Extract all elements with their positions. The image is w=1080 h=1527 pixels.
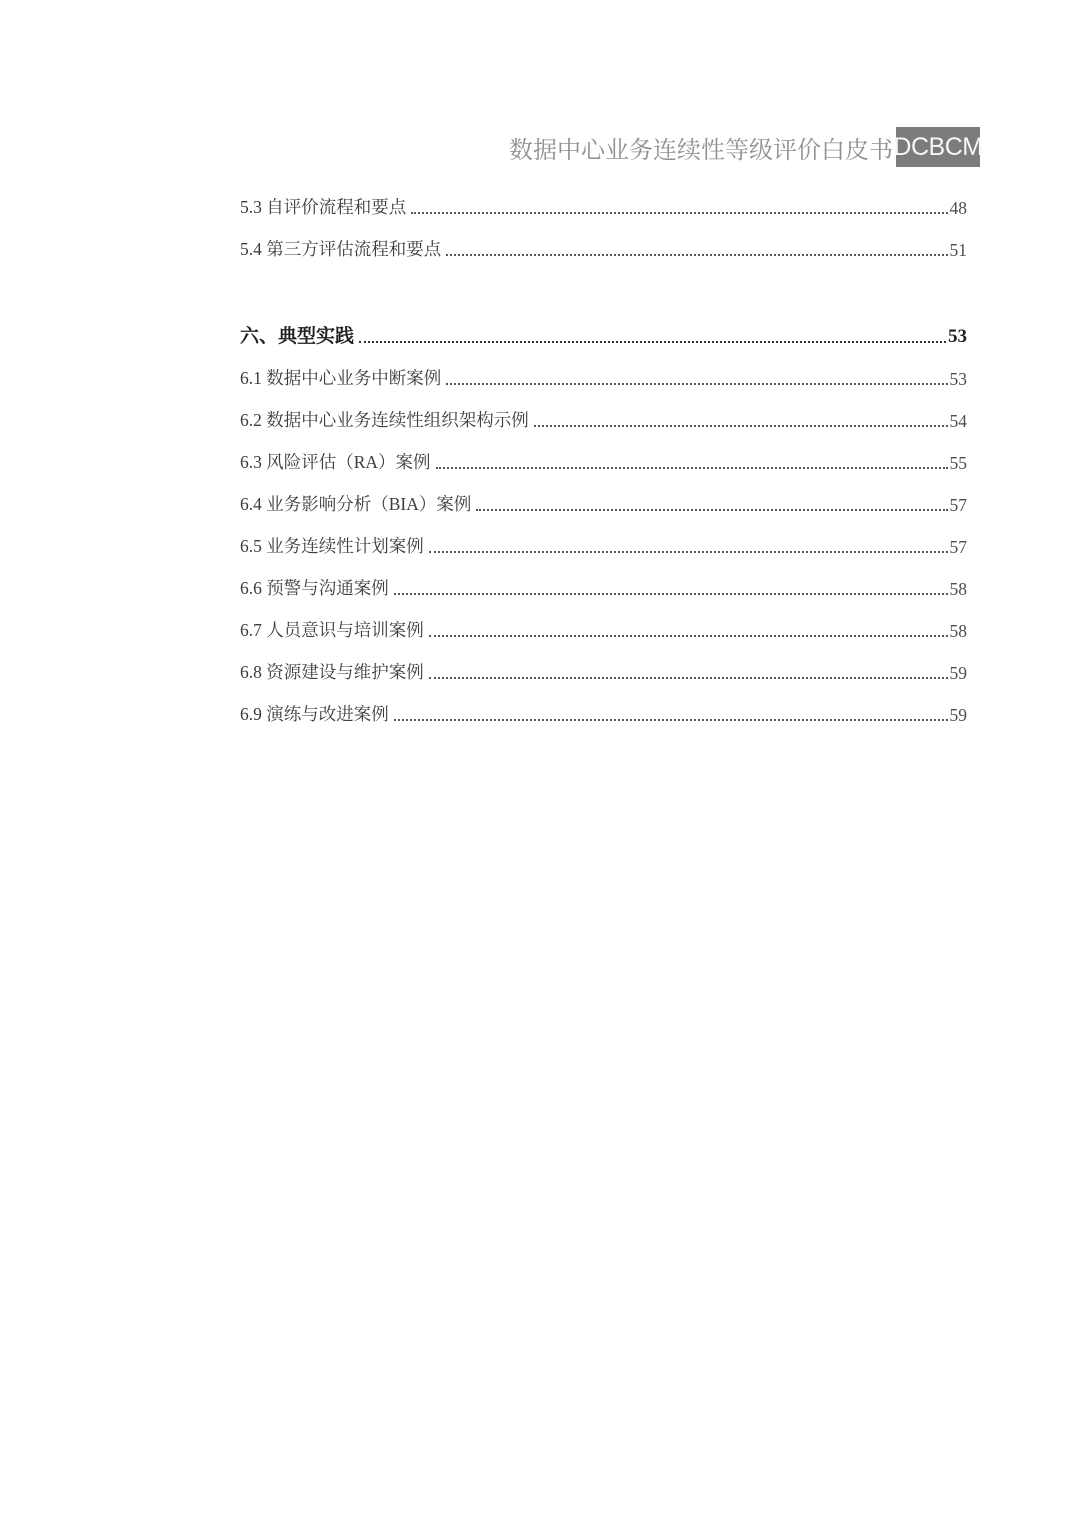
toc-entry-label: 6.1 数据中心业务中断案例: [240, 368, 442, 388]
toc-chapter-entry: [240, 306, 967, 348]
toc-entry-label: 6.8 资源建设与维护案例: [240, 662, 424, 682]
toc-entry-label: 5.4 第三方评估流程和要点: [240, 239, 442, 259]
toc-dot-leader: [446, 383, 947, 385]
toc-dot-leader: [429, 635, 948, 637]
toc-entry-page: 51: [949, 240, 967, 260]
toc-entry: [240, 600, 967, 642]
toc-entry-label: 6.3 风险评估（RA）案例: [240, 452, 431, 472]
toc-entry-label: 6.2 数据中心业务连续性组织架构示例: [240, 410, 529, 430]
toc-dot-leader: [446, 254, 947, 256]
toc-entry-label: 6.9 演练与改进案例: [240, 704, 389, 724]
header-title: 数据中心业务连续性等级评价白皮书: [509, 136, 893, 164]
toc-dot-leader: [534, 425, 948, 427]
toc-entry: [240, 516, 967, 558]
toc-entry: [240, 642, 967, 684]
toc-dot-leader: [436, 467, 948, 469]
toc-entry: [240, 558, 967, 600]
toc-entry: [240, 177, 967, 219]
toc-entry-page: 55: [949, 453, 967, 473]
toc-entry: [240, 348, 967, 390]
toc-dot-leader: [476, 509, 947, 511]
table-of-contents: [240, 177, 967, 726]
toc-dot-leader: [359, 341, 946, 343]
toc-entry: [240, 219, 967, 261]
toc-entry-page: 48: [949, 198, 967, 218]
toc-entry: [240, 432, 967, 474]
toc-entry: [240, 474, 967, 516]
toc-entry-page: 59: [949, 705, 967, 725]
toc-entry-label: 6.5 业务连续性计划案例: [240, 536, 424, 556]
toc-entry-page: 59: [949, 663, 967, 683]
toc-entry-label: 6.4 业务影响分析（BIA）案例: [240, 494, 472, 514]
toc-entry-label: 6.7 人员意识与培训案例: [240, 620, 424, 640]
toc-entry-page: 57: [949, 537, 967, 557]
toc-entry-page: 53: [949, 369, 967, 389]
toc-entry-page: 54: [949, 411, 967, 431]
toc-entry-page: 53: [948, 326, 967, 347]
toc-entry: [240, 390, 967, 432]
header-badge: DCBCM: [896, 127, 980, 167]
toc-dot-leader: [411, 212, 947, 214]
toc-dot-leader: [429, 551, 948, 553]
toc-dot-leader: [394, 719, 948, 721]
toc-entry: [240, 684, 967, 726]
page-header: [509, 127, 983, 167]
toc-dot-leader: [394, 593, 948, 595]
toc-entry-label: 六、典型实践: [240, 326, 355, 347]
toc-entry-label: 6.6 预警与沟通案例: [240, 578, 389, 598]
toc-entry-page: 58: [949, 621, 967, 641]
toc-entry-page: 57: [949, 495, 967, 515]
toc-entry-label: 5.3 自评价流程和要点: [240, 197, 407, 217]
toc-entry-page: 58: [949, 579, 967, 599]
toc-dot-leader: [429, 677, 948, 679]
